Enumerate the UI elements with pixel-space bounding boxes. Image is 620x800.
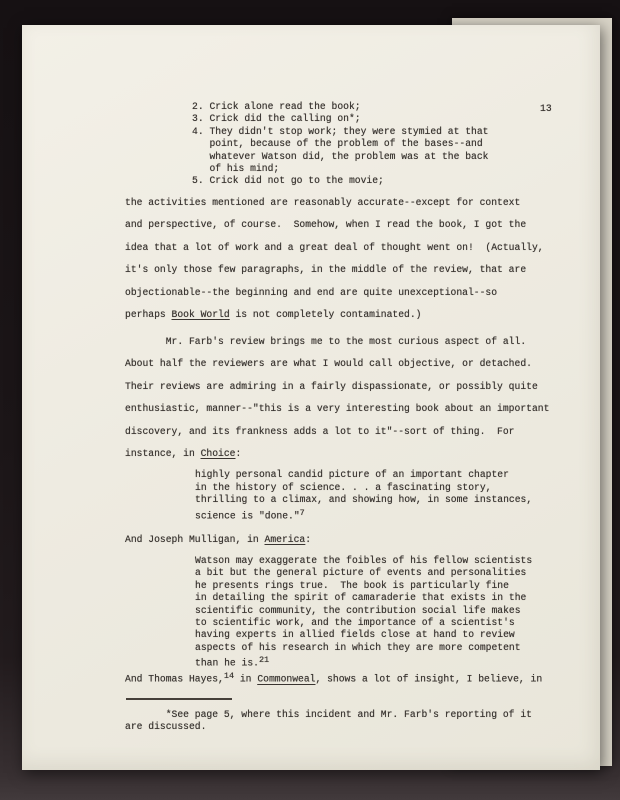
text-line: [125, 304, 585, 327]
underlined-title: Commonweal: [257, 673, 316, 685]
text-line: [125, 237, 585, 260]
text-line: [195, 654, 585, 670]
text-line: [195, 507, 585, 523]
text-segment: 2. Crick alone read the book;: [192, 101, 361, 112]
text-segment: in detailing the spirit of camaraderie that exists in the: [195, 592, 527, 604]
text-segment: and perspective, of course. Somehow, when I read the book, I got the: [125, 219, 527, 231]
manuscript-page: [22, 25, 600, 770]
footnote-reference: 7: [299, 508, 305, 519]
text-line: [195, 567, 585, 579]
text-line: [125, 721, 585, 733]
text-segment: 4. They didn't stop work; they were stymied at that: [192, 125, 489, 137]
text-line: [192, 151, 585, 163]
underlined-title: America: [264, 533, 306, 545]
text-line: [125, 214, 585, 237]
text-line: [125, 670, 585, 686]
text-segment: *See page 5, where this incident and Mr. Farb's reporting of it: [125, 709, 532, 720]
text-line: [125, 282, 585, 305]
text-segment: And Joseph Mulligan, in: [125, 533, 265, 545]
text-segment: :: [305, 533, 312, 545]
text-segment: :: [235, 448, 242, 460]
text-column: [125, 25, 585, 734]
text-line: [125, 443, 585, 466]
text-segment: 3. Crick did the calling on*;: [192, 113, 361, 125]
attribution-mulligan: [125, 534, 585, 546]
text-line: [125, 709, 585, 721]
text-line: [125, 331, 585, 354]
text-segment: enthusiastic, manner--"this is a very interesting book about an important: [125, 403, 550, 415]
text-segment: are discussed.: [125, 721, 207, 733]
text-line: [195, 555, 585, 567]
text-segment: having experts in allied fields close at hand to review: [195, 629, 515, 641]
underlined-title: Choice: [200, 448, 236, 460]
text-segment: in the history of science. . . a fascinating story,: [195, 481, 492, 493]
blockquote-america: [195, 555, 585, 670]
text-segment: the activities mentioned are reasonably accurate--except for context: [125, 196, 521, 208]
text-segment: And Thomas Hayes,: [125, 673, 224, 685]
text-line: [192, 138, 585, 150]
text-segment: than he is.: [195, 657, 259, 669]
text-segment: discovery, and its frankness adds a lot to it"--sort of thing. For: [125, 425, 515, 437]
text-segment: idea that a lot of work and a great deal of thought went on! (Actually,: [125, 241, 544, 253]
text-line: [192, 113, 585, 125]
text-segment: objectionable--the beginning and end are quite unexceptional--so: [125, 286, 498, 298]
text-line: [125, 259, 585, 282]
text-segment: Mr. Farb's review brings me to the most curious aspect of all.: [125, 335, 527, 347]
footnote-reference: 14: [223, 671, 235, 682]
text-line: [125, 534, 585, 546]
text-line: [195, 629, 585, 641]
text-line: [195, 469, 585, 482]
text-segment: instance, in: [125, 448, 201, 460]
page-number: 13: [540, 103, 552, 114]
text-segment: aspects of his research in which they are more competent: [195, 641, 521, 653]
text-line: [192, 163, 585, 175]
footnote-reference: 21: [258, 655, 270, 666]
text-line: [195, 494, 585, 507]
text-line: [195, 617, 585, 629]
text-line: [125, 192, 585, 215]
text-line: [195, 605, 585, 617]
text-segment: About half the reviewers are what I would call objective, or detached.: [125, 358, 532, 370]
blockquote-choice: [195, 469, 585, 524]
text-segment: science is "done.": [195, 510, 300, 522]
text-line: [192, 126, 585, 138]
text-segment: perhaps: [125, 309, 172, 321]
numbered-list: [192, 101, 585, 188]
text-line: [125, 398, 585, 421]
text-segment: scientific community, the contribution social life makes: [195, 604, 521, 616]
text-segment: point, because of the problem of the bases--and: [192, 138, 483, 150]
paragraph-farb-review: [125, 331, 585, 466]
text-segment: it's only those few paragraphs, in the middle of the review, that are: [125, 264, 527, 276]
text-segment: a bit but the general picture of events and personalities: [195, 567, 527, 579]
text-segment: thrilling to a climax, and showing how, in some instances,: [195, 494, 533, 506]
text-segment: he presents rings true. The book is particularly fine: [195, 579, 509, 591]
text-segment: is not completely contaminated.): [229, 309, 422, 321]
underlined-title: Book World: [171, 309, 230, 321]
text-segment: 5. Crick did not go to the movie;: [192, 175, 384, 187]
text-line: [195, 592, 585, 604]
text-segment: to scientific work, and the importance of a scientist's: [195, 616, 515, 628]
footnote-text: [125, 709, 585, 734]
text-line: [195, 580, 585, 592]
text-line: [125, 353, 585, 376]
text-line: [125, 421, 585, 444]
text-segment: in: [234, 673, 258, 685]
text-line: [195, 482, 585, 495]
text-line: [192, 101, 585, 113]
text-line: [192, 175, 585, 187]
text-line: [125, 376, 585, 399]
text-segment: of his mind;: [192, 163, 280, 175]
paragraph-activities: [125, 192, 585, 327]
text-segment: highly personal candid picture of an important chapter: [195, 468, 509, 480]
text-segment: , shows a lot of insight, I believe, in: [315, 673, 543, 685]
attribution-hayes: [125, 670, 585, 686]
text-segment: Their reviews are admiring in a fairly dispassionate, or possibly quite: [125, 380, 538, 392]
footnote-separator: [126, 698, 232, 700]
text-segment: Watson may exaggerate the foibles of his fellow scientists: [195, 554, 533, 566]
text-line: [195, 642, 585, 654]
text-segment: whatever Watson did, the problem was at the back: [192, 150, 489, 162]
